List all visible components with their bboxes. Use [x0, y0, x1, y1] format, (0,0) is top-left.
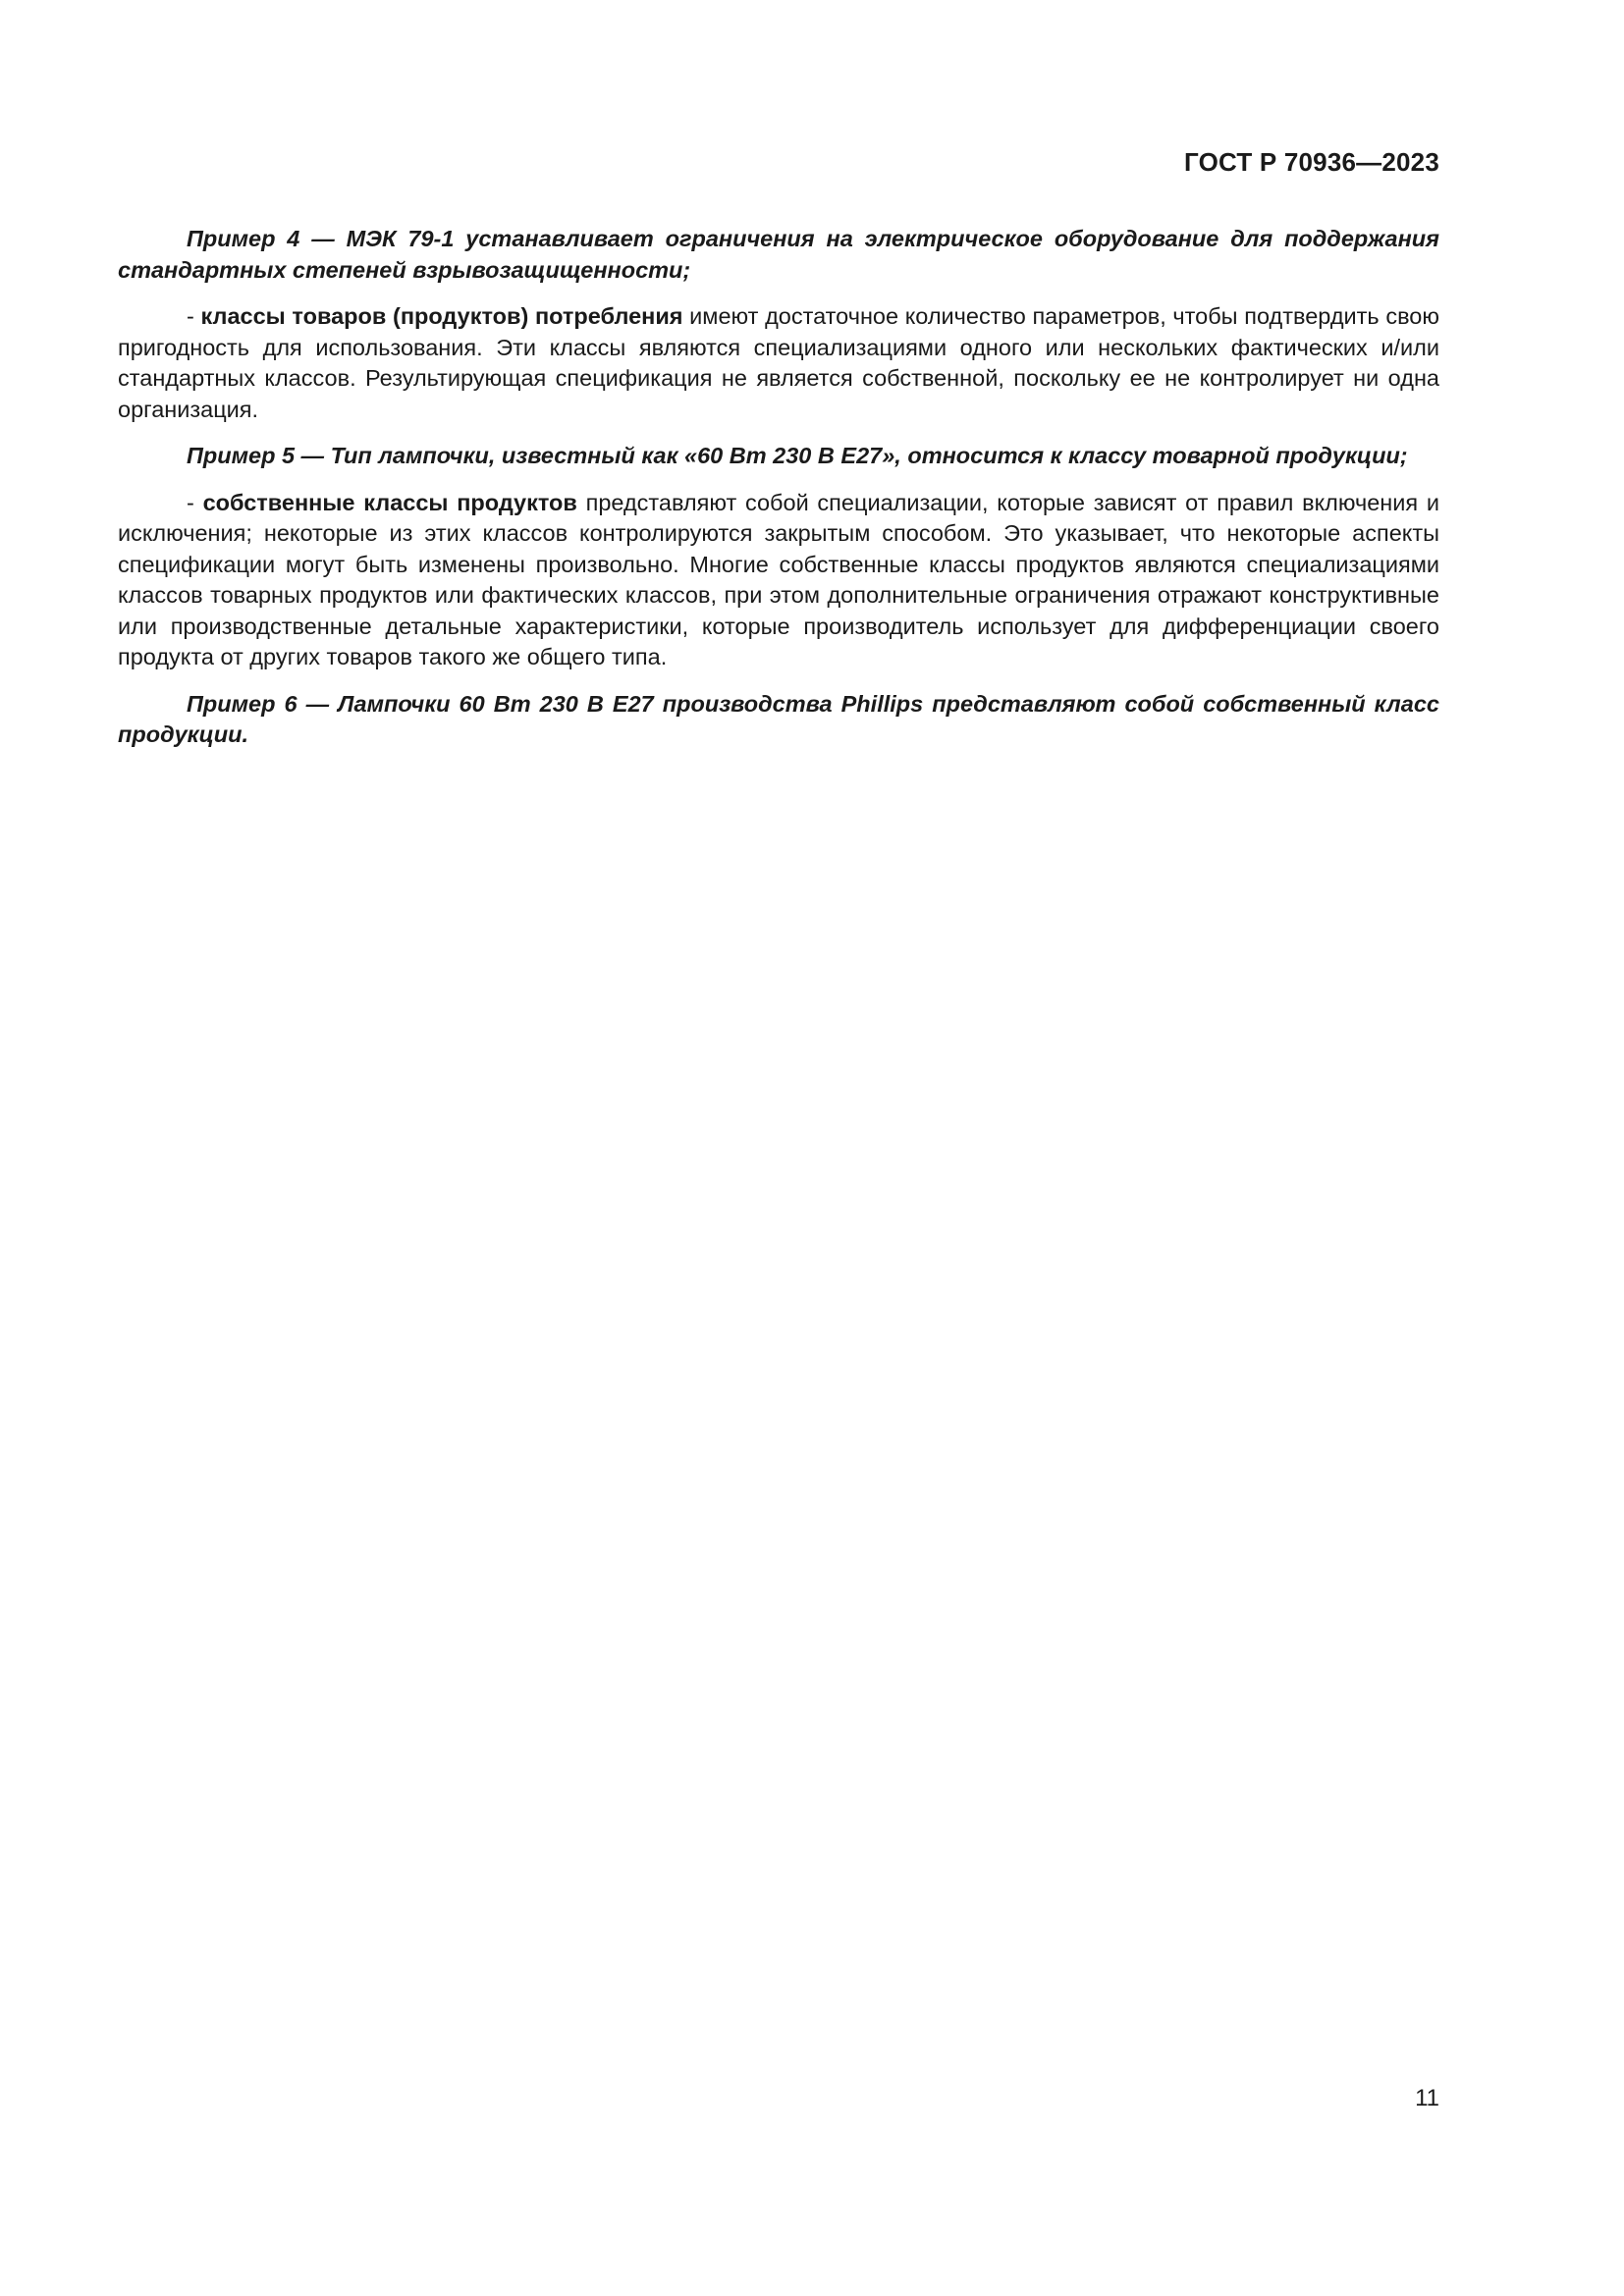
term-consumer-classes: классы товаров (продуктов) потребления: [200, 303, 683, 329]
list-dash: -: [187, 303, 201, 329]
list-dash: -: [187, 489, 203, 515]
page-number: 11: [1415, 2085, 1439, 2111]
list-item-proprietary-classes: [118, 488, 1439, 673]
list-item-consumer-classes: [118, 301, 1439, 425]
example-6: Пример 6 — Лампочки 60 Вт 230 В Е27 производства Phillips представляют собой собственный класс продукции.: [118, 690, 1439, 747]
example-4: Пример 4 — МЭК 79-1 устанавливает ограничения на электрическое оборудование для поддержания стандартных степеней взрывозащищенности;: [118, 226, 1439, 283]
example-5: Пример 5 — Тип лампочки, известный как «60 Вт 230 В Е27», относится к классу товарной продукции;: [187, 443, 1408, 468]
document-header: ГОСТ Р 70936—2023: [1184, 147, 1439, 177]
term-proprietary-classes: собственные классы продуктов: [202, 489, 577, 515]
document-body: [118, 224, 1439, 767]
definition-consumer-classes: имеют достаточное количество параметров, чтобы подтвердить свою пригодность для использования. Эти классы являются специализациями одного или нескольких фактических и/или стандартных классов. Результирующая спецификация не является собственной, поскольку ее не контролирует ни одна организация.: [118, 303, 1439, 422]
definition-proprietary-classes: представляют собой специализации, которые зависят от правил включения и исключения; некоторые из этих классов контролируются закрытым способом. Это указывает, что некоторые аспекты спецификации могут быть изменены произвольно. Многие собственные классы продуктов являются специализациями классов товарных продуктов или фактических классов, при этом дополнительные ограничения отражают конструктивные или производственные детальные характеристики, которые производитель использует для дифференциации своего продукта от других товаров такого же общего типа.: [118, 489, 1439, 669]
